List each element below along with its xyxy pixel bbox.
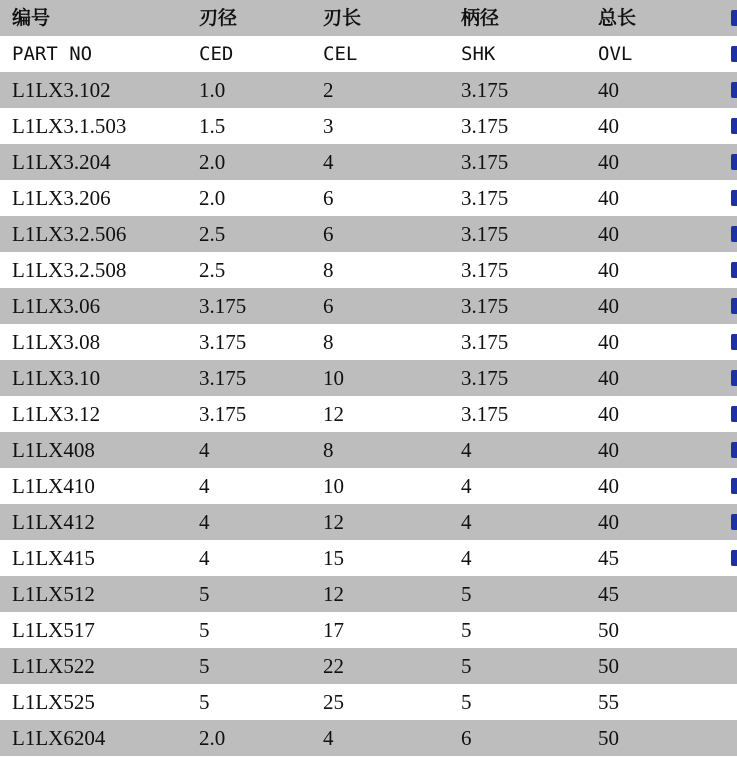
ovl-cell: 55 <box>598 690 619 714</box>
part-no-cell: L1LX3.204 <box>12 150 111 174</box>
cel-cell: 12 <box>323 402 344 426</box>
part-no-cell: L1LX415 <box>12 546 95 570</box>
shk-cell: 3.175 <box>461 258 509 282</box>
header-ced-cn: 刃径 <box>199 7 238 29</box>
ovl-cell: 40 <box>598 78 619 102</box>
header-part-no: PART NO <box>12 43 93 65</box>
cropped-column-edge <box>731 116 737 136</box>
table-row <box>0 144 737 180</box>
part-no-cell: L1LX3.102 <box>12 78 111 102</box>
table-row <box>0 324 737 360</box>
ovl-cell: 40 <box>598 366 619 390</box>
cel-cell: 4 <box>323 726 334 750</box>
shk-cell: 5 <box>461 654 472 678</box>
cropped-column-edge <box>731 368 737 388</box>
part-no-cell: L1LX3.2.506 <box>12 222 127 246</box>
ced-cell: 2.5 <box>199 222 226 246</box>
header-shk: SHK <box>461 43 496 65</box>
ovl-cell: 50 <box>598 654 619 678</box>
shk-cell: 3.175 <box>461 78 509 102</box>
header-ovl-cn: 总长 <box>598 7 637 29</box>
part-no-cell: L1LX525 <box>12 690 95 714</box>
cropped-column-edge <box>731 476 737 496</box>
ced-cell: 1.5 <box>199 114 226 138</box>
ced-cell: 5 <box>199 618 210 642</box>
cel-cell: 15 <box>323 546 344 570</box>
ced-cell: 3.175 <box>199 330 247 354</box>
table-row <box>0 288 737 324</box>
shk-cell: 5 <box>461 582 472 606</box>
table-row <box>0 540 737 576</box>
cel-cell: 22 <box>323 654 344 678</box>
table-row <box>0 504 737 540</box>
header-ced: CED <box>199 43 234 65</box>
part-no-cell: L1LX522 <box>12 654 95 678</box>
part-no-cell: L1LX3.12 <box>12 402 101 426</box>
cropped-column-edge <box>731 404 737 424</box>
table-row <box>0 360 737 396</box>
table-row <box>0 468 737 504</box>
part-no-cell: L1LX3.206 <box>12 186 111 210</box>
cel-cell: 17 <box>323 618 344 642</box>
cel-cell: 3 <box>323 114 334 138</box>
cropped-column-edge <box>731 512 737 532</box>
cel-cell: 8 <box>323 438 334 462</box>
table-row <box>0 432 737 468</box>
shk-cell: 4 <box>461 474 472 498</box>
cel-cell: 6 <box>323 294 334 318</box>
ced-cell: 4 <box>199 510 210 534</box>
ovl-cell: 40 <box>598 510 619 534</box>
cel-cell: 25 <box>323 690 344 714</box>
part-no-cell: L1LX408 <box>12 438 95 462</box>
ovl-cell: 45 <box>598 546 619 570</box>
cel-cell: 8 <box>323 330 334 354</box>
part-no-cell: L1LX3.06 <box>12 294 101 318</box>
part-no-cell: L1LX3.08 <box>12 330 101 354</box>
header-part-no-cn: 编号 <box>12 7 51 29</box>
ovl-cell: 45 <box>598 582 619 606</box>
ced-cell: 5 <box>199 582 210 606</box>
shk-cell: 4 <box>461 510 472 534</box>
ovl-cell: 40 <box>598 258 619 282</box>
cel-cell: 12 <box>323 582 344 606</box>
ced-cell: 2.0 <box>199 186 226 210</box>
ced-cell: 2.0 <box>199 150 226 174</box>
cel-cell: 6 <box>323 222 334 246</box>
table-row <box>0 252 737 288</box>
table-body <box>0 72 737 756</box>
ovl-cell: 40 <box>598 474 619 498</box>
shk-cell: 5 <box>461 618 472 642</box>
header-ovl: OVL <box>598 43 633 65</box>
shk-cell: 4 <box>461 546 472 570</box>
cel-cell: 10 <box>323 474 344 498</box>
cel-cell: 4 <box>323 150 334 174</box>
cropped-column-edge <box>731 260 737 280</box>
ovl-cell: 40 <box>598 222 619 246</box>
part-no-cell: L1LX517 <box>12 618 95 642</box>
table-row <box>0 216 737 252</box>
cropped-column-edge <box>731 8 737 28</box>
cel-cell: 6 <box>323 186 334 210</box>
table-row <box>0 72 737 108</box>
header-row-chinese <box>0 0 737 36</box>
ced-cell: 4 <box>199 438 210 462</box>
cropped-column-edge <box>731 80 737 100</box>
shk-cell: 5 <box>461 690 472 714</box>
ced-cell: 4 <box>199 474 210 498</box>
header-cel-cn: 刃长 <box>323 7 362 29</box>
header-row-english <box>0 36 737 72</box>
ovl-cell: 40 <box>598 438 619 462</box>
table-row <box>0 612 737 648</box>
part-no-cell: L1LX3.10 <box>12 366 101 390</box>
ced-cell: 1.0 <box>199 78 226 102</box>
shk-cell: 3.175 <box>461 366 509 390</box>
table-row <box>0 576 737 612</box>
shk-cell: 4 <box>461 438 472 462</box>
ced-cell: 2.0 <box>199 726 226 750</box>
cel-cell: 12 <box>323 510 344 534</box>
cropped-column-edge <box>731 188 737 208</box>
part-no-cell: L1LX3.1.503 <box>12 114 127 138</box>
part-no-cell: L1LX410 <box>12 474 95 498</box>
shk-cell: 3.175 <box>461 294 509 318</box>
table-row <box>0 648 737 684</box>
table-row <box>0 180 737 216</box>
cel-cell: 2 <box>323 78 334 102</box>
cropped-column-edge <box>731 332 737 352</box>
shk-cell: 3.175 <box>461 114 509 138</box>
shk-cell: 3.175 <box>461 150 509 174</box>
ced-cell: 4 <box>199 546 210 570</box>
cropped-column-edge <box>731 44 737 64</box>
shk-cell: 3.175 <box>461 186 509 210</box>
table-row <box>0 684 737 720</box>
ced-cell: 5 <box>199 654 210 678</box>
ced-cell: 5 <box>199 690 210 714</box>
cropped-column-edge <box>731 152 737 172</box>
cropped-column-edge <box>731 548 737 568</box>
ced-cell: 3.175 <box>199 366 247 390</box>
table-row <box>0 108 737 144</box>
cropped-column-edge <box>731 440 737 460</box>
table-row <box>0 396 737 432</box>
part-no-cell: L1LX3.2.508 <box>12 258 127 282</box>
part-no-cell: L1LX412 <box>12 510 95 534</box>
ovl-cell: 50 <box>598 726 619 750</box>
shk-cell: 6 <box>461 726 472 750</box>
ovl-cell: 40 <box>598 294 619 318</box>
header-shk-cn: 柄径 <box>461 7 500 29</box>
ovl-cell: 40 <box>598 150 619 174</box>
ced-cell: 3.175 <box>199 294 247 318</box>
ovl-cell: 40 <box>598 402 619 426</box>
shk-cell: 3.175 <box>461 330 509 354</box>
shk-cell: 3.175 <box>461 222 509 246</box>
part-no-cell: L1LX512 <box>12 582 95 606</box>
ced-cell: 2.5 <box>199 258 226 282</box>
ovl-cell: 40 <box>598 186 619 210</box>
part-no-cell: L1LX6204 <box>12 726 106 750</box>
ced-cell: 3.175 <box>199 402 247 426</box>
header-cel: CEL <box>323 43 358 65</box>
cel-cell: 10 <box>323 366 344 390</box>
ovl-cell: 40 <box>598 114 619 138</box>
cropped-column-edge <box>731 296 737 316</box>
shk-cell: 3.175 <box>461 402 509 426</box>
cropped-column-edge <box>731 224 737 244</box>
ovl-cell: 50 <box>598 618 619 642</box>
cel-cell: 8 <box>323 258 334 282</box>
ovl-cell: 40 <box>598 330 619 354</box>
table-row <box>0 720 737 756</box>
